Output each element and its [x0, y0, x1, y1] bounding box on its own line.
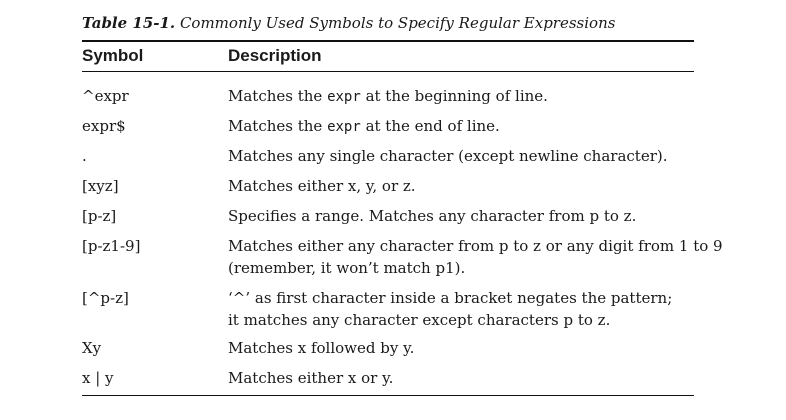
- code-term: expr: [327, 119, 361, 135]
- symbol-cell: expr$: [82, 117, 126, 135]
- symbol-cell: .: [82, 147, 87, 165]
- description-line: Matches x followed by y.: [228, 339, 415, 357]
- description-line: Matches either x, y, or z.: [228, 177, 416, 195]
- description-cell: [228, 367, 698, 389]
- symbol-cell: ^expr: [82, 87, 129, 105]
- description-line: Matches either any character from p to z or any digit from 1 to 9: [228, 237, 723, 255]
- description-cell: [228, 337, 698, 359]
- table-header-rule: [82, 71, 694, 72]
- symbol-cell: [p-z1-9]: [82, 237, 141, 255]
- description-line: Matches either x or y.: [228, 369, 394, 387]
- description-text: at the end of line.: [360, 117, 500, 135]
- description-text: at the beginning of line.: [360, 87, 548, 105]
- description-cell: [228, 287, 698, 331]
- table-bottom-rule: [82, 395, 694, 396]
- description-cell: [228, 145, 698, 167]
- description-line: ‘^’ as first character inside a bracket negates the pattern;: [228, 289, 673, 307]
- description-line: Specifies a range. Matches any character from p to z.: [228, 207, 637, 225]
- description-cell: [228, 235, 723, 279]
- table-top-rule: [82, 40, 694, 42]
- description-cell: [228, 85, 698, 108]
- symbol-cell: [xyz]: [82, 177, 119, 195]
- column-header-symbol: Symbol: [82, 46, 144, 65]
- description-line: (remember, it won’t match p1).: [228, 259, 466, 277]
- symbol-cell: Xy: [82, 339, 102, 357]
- code-term: expr: [327, 89, 361, 105]
- description-line: it matches any character except characters p to z.: [228, 311, 611, 329]
- symbol-cell: x | y: [82, 369, 114, 387]
- symbol-cell: [^p-z]: [82, 289, 129, 307]
- description-cell: [228, 115, 698, 138]
- table-caption-title: Commonly Used Symbols to Specify Regular Expressions: [179, 14, 616, 32]
- column-header-description: Description: [228, 46, 322, 65]
- description-line: Matches any single character (except newline character).: [228, 147, 668, 165]
- description-cell: [228, 205, 698, 227]
- description-text: Matches the: [228, 87, 328, 105]
- description-text: Matches the: [228, 117, 328, 135]
- table-caption: [82, 14, 615, 32]
- symbol-cell: [p-z]: [82, 207, 117, 225]
- description-cell: [228, 175, 698, 197]
- table-caption-label: Table 15-1.: [82, 14, 176, 32]
